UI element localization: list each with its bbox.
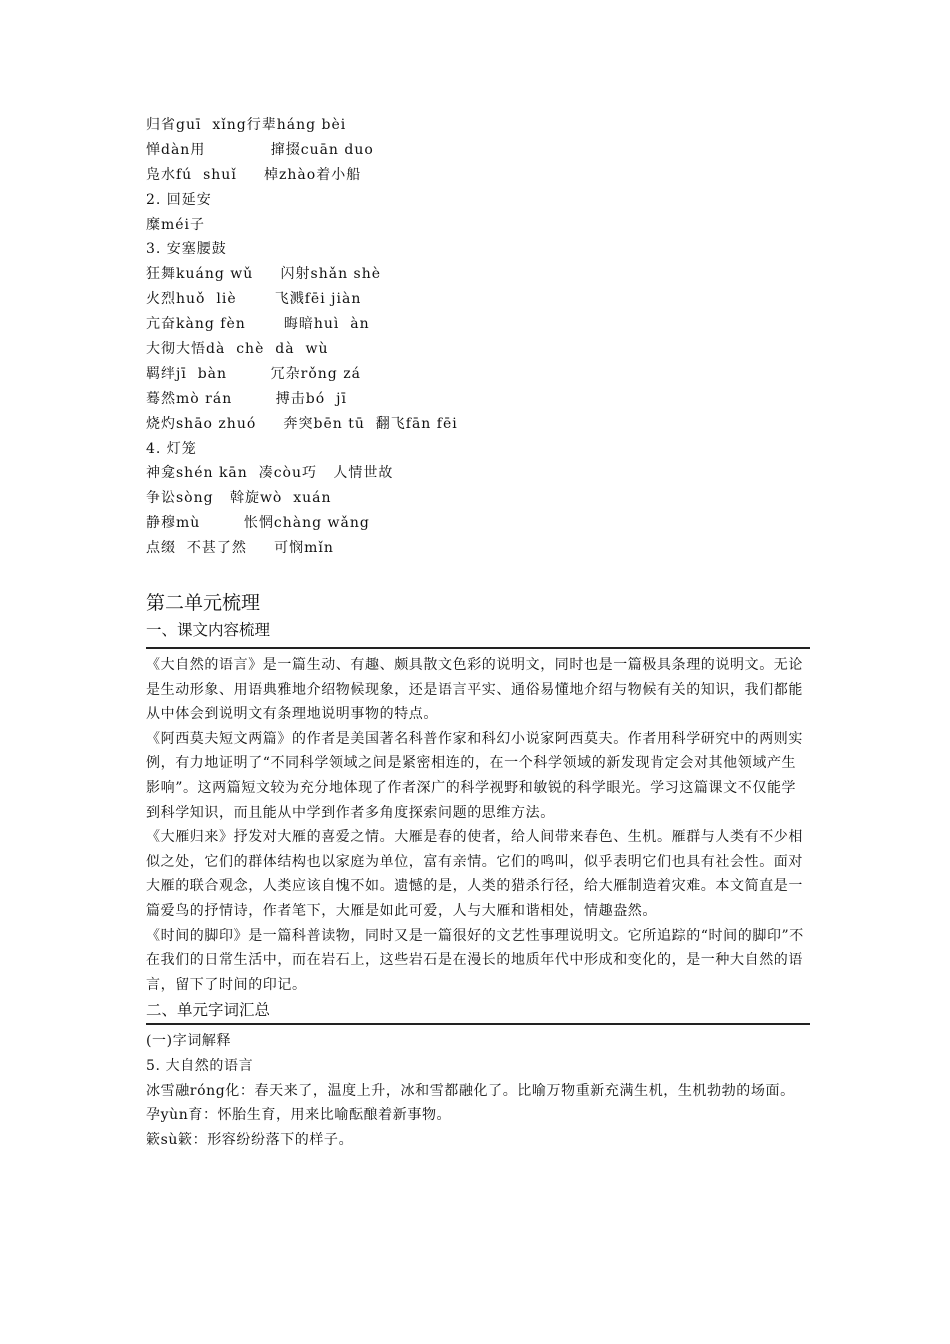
vocab-line: 糜méi子 [146,216,206,233]
vocab-line: 3. 安塞腰鼓 [146,241,227,258]
word-line: 冰雪融róng化：春天来了，温度上升，冰和雪都融化了。比喻万物重新充满生机，生机勃勃的场面。 [146,1082,795,1099]
vocab-line: 狂舞kuáng wǔ 闪射shǎn shè [146,266,382,283]
vocab-line: 蓦然mò rán 搏击bó jī [146,390,347,407]
vocab-line: 神龛shén kān 凑còu巧 人情世故 [146,465,394,482]
vocab-line: 归省guī xǐng行辈háng bèi [146,117,347,133]
summary-paragraph: 《时间的脚印》是一篇科普读物，同时又是一篇很好的文艺性事理说明文。它所追踪的“时间的脚印”不在我们的日常生活中，而在岩石上，这些岩石是在漫长的地质年代中形成和变化的，是一种大自然的语言，留下了时间的印记。 [146,927,804,993]
vocab-line: 凫水fú shuǐ 棹zhào着小船 [146,166,362,183]
vocab-line: 火烈huǒ liè 飞溅fēi jiàn [146,291,362,308]
summary-paragraph: 《阿西莫夫短文两篇》的作者是美国著名科普作家和科幻小说家阿西莫夫。作者用科学研究中的两则实例，有力地证明了“不同科学领域之间是紧密相连的，在一个科学领域的新发现肯定会对其他领域产生影响”。这两篇短文较为充分地体现了作者深广的科学视野和敏锐的科学眼光。学习这篇课文不仅能学到科学知识，而且能从中学到作者多角度探索问题的思维方法。 [146,730,803,821]
vocab-line: 惮dàn用 撺掇cuān duo [146,141,374,158]
section-title-text-summary: 一、课文内容梳理 [146,621,271,640]
vocab-line: 争讼sòng 斡旋wò xuán [146,490,332,507]
vocab-line: 羁绊jī bàn 冗杂rǒng zá [146,365,361,382]
vocab-list [146,113,810,561]
summary-paragraph: 《大雁归来》抒发对大雁的喜爱之情。大雁是春的使者，给人间带来春色、生机。雁群与人类有不少相似之处，它们的群体结构也以家庭为单位，富有亲情。它们的鸣叫，似乎表明它们也具有社会性。面对大雁的联合观念，人类应该自愧不如。遗憾的是，人类的猎杀行径，给大雁制造着灾难。本文简直是一篇爱鸟的抒情诗，作者笔下，大雁是如此可爱，人与大雁和谐相处，情趣盎然。 [146,829,803,919]
word-line: 孕yùn育：怀胎生育，用来比喻酝酿着新事物。 [146,1107,452,1124]
vocab-line: 点缀 不甚了然 可悯mǐn [146,540,334,557]
word-line: 5. 大自然的语言 [146,1057,254,1074]
vocab-line: 静穆mù 怅惘chàng wǎng [146,515,370,532]
vocab-line: 2. 回延安 [146,191,212,208]
word-line: (一)字词解释 [146,1033,232,1050]
section-title-word-summary: 二、单元字词汇总 [146,1001,271,1020]
word-line: 簌sù簌：形容纷纷落下的样子。 [146,1131,354,1148]
vocab-line: 烧灼shāo zhuó 奔突bēn tū 翻飞fān fēi [146,415,458,432]
document-page [146,113,810,1152]
vocab-line: 大彻大悟dà chè dà wù [146,341,329,358]
unit-title: 第二单元梳理 [146,592,261,615]
vocab-line: 亢奋kàng fèn 晦暗huì àn [146,316,370,333]
word-explanations [146,1025,810,1152]
summary-box [146,649,810,997]
vocab-line: 4. 灯笼 [146,440,197,457]
summary-paragraph: 《大自然的语言》是一篇生动、有趣、颇具散文色彩的说明文，同时也是一篇极具条理的说明文。无论是生动形象、用语典雅地介绍物候现象，还是语言平实、通俗易懂地介绍与物候有关的知识，我们都能从中体会到说明文有条理地说明事物的特点。 [146,657,803,723]
